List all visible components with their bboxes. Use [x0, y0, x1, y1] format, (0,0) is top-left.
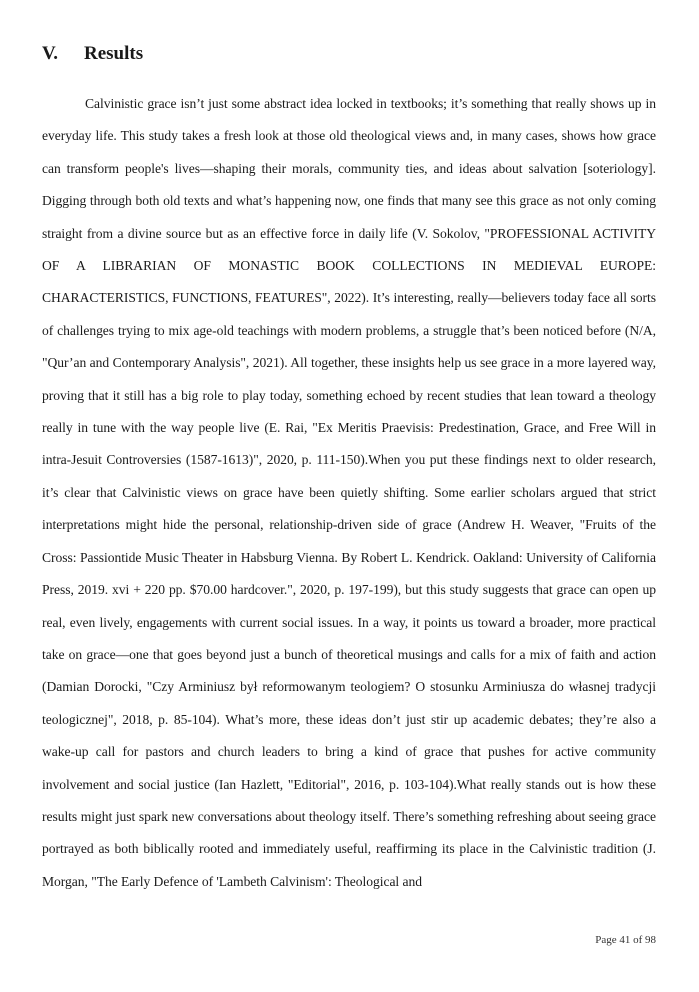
section-heading	[42, 43, 143, 65]
section-number: V.	[42, 43, 59, 64]
body-paragraph: Calvinistic grace isn’t just some abstract idea locked in textbooks; it’s something that really shows up in everyday life. This study takes a fresh look at those old theological views and, in many cases, shows how grace can transform people's lives—shaping their morals, community ties, and ideas about salvation [soteriology]. Digging through both old texts and what’s happening now, one finds that many see this grace as not only coming straight from a divine source but as an effective force in daily life (V. Sokolov, "PROFESSIONAL ACTIVITY OF A LIBRARIAN OF MONASTIC BOOK COLLECTIONS IN MEDIEVAL EUROPE: CHARACTERISTICS, FUNCTIONS, FEATURES", 2022). It’s interesting, really—believers today face all sorts of challenges trying to mix age-old teachings with modern problems, a struggle that’s been noticed before (N/A, "Qur’an and Contemporary Analysis", 2021). All together, these insights help us see grace in a more layered way, proving that it still has a big role to play today, something echoed by recent studies that lean toward a theology really in tune with the way people live (E. Rai, "Ex Meritis Praevisis: Predestination, Grace, and Free Will in intra-Jesuit Controversies (1587-1613)", 2020, p. 111-150).When you put these findings next to older research, it’s clear that Calvinistic views on grace have been quietly shifting. Some earlier scholars argued that strict interpretations might hide the personal, relationship-driven side of grace (Andrew H. Weaver, "Fruits of the Cross: Passiontide Music Theater in Habsburg Vienna. By Robert L. Kendrick. Oakland: University of California Press, 2019. xvi + 220 pp. $70.00 hardcover.", 2020, p. 197-199), but this study suggests that grace can open up real, even lively, engagements with current social issues. In a way, it points us toward a broader, more practical take on grace—one that goes beyond just a bunch of theoretical musings and calls for a mix of faith and action (Damian Dorocki, "Czy Arminiusz był reformowanym teologiem? O stosunku Arminiusza do własnej tradycji teologicznej", 2018, p. 85-104). What’s more, these ideas don’t just stir up academic debates; they’re also a wake-up call for pastors and church leaders to bring a kind of grace that pushes for active community involvement and social justice (Ian Hazlett, "Editorial", 2016, p. 103-104).What really stands out is how these results might just spark new conversations about theology itself. There’s something refreshing about seeing grace portrayed as both biblically rooted and immediately useful, reaffirming its place in the Calvinistic tradition (J. Morgan, "The Early Defence of 'Lambeth Calvinism': Theological and	[42, 96, 656, 889]
section-title: Results	[84, 43, 144, 64]
page-number: Page 41 of 98	[595, 934, 656, 946]
